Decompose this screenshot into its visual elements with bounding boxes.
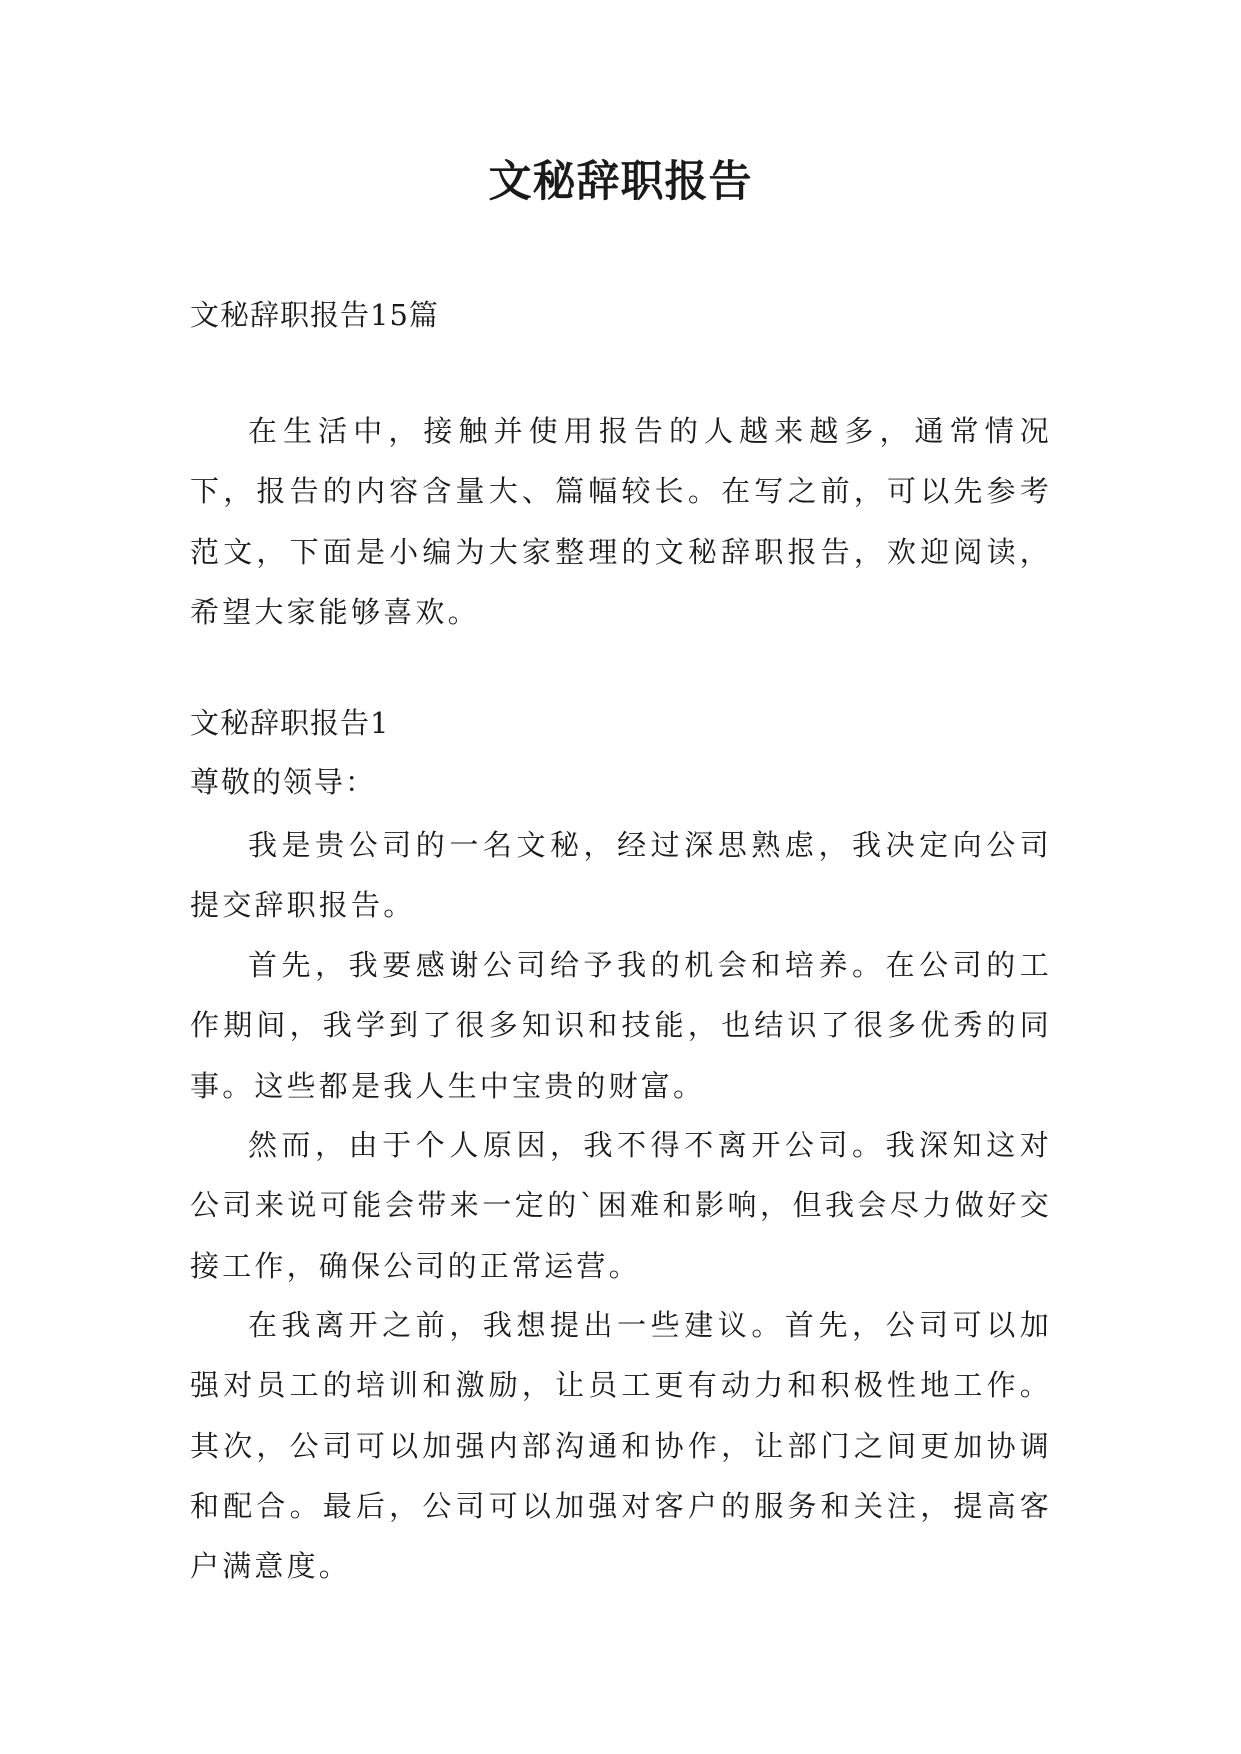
body-paragraph: 在我离开之前，我想提出一些建议。首先，公司可以加强对员工的培训和激励，让员工更有动力和积极性地工作。其次，公司可以加强内部沟通和协作，让部门之间更加协调和配合。最后，公司可以加强对客户的服务和关注，提高客户满意度。 — [190, 1308, 1052, 1584]
salutation: 尊敬的领导： — [190, 765, 377, 799]
section-heading: 文秘辞职报告1 — [190, 706, 390, 740]
document-subtitle: 文秘辞职报告15篇 — [190, 298, 439, 332]
body-paragraph: 我是贵公司的一名文秘，经过深思熟虑，我决定向公司提交辞职报告。 — [190, 828, 1052, 923]
body-paragraph: 然而，由于个人原因，我不得不离开公司。我深知这对公司来说可能会带来一定的`困难和影响，但我会尽力做好交接工作，确保公司的正常运营。 — [190, 1128, 1052, 1283]
body-paragraph: 首先，我要感谢公司给予我的机会和培养。在公司的工作期间，我学到了很多知识和技能，也结识了很多优秀的同事。这些都是我人生中宝贵的财富。 — [190, 948, 1052, 1103]
intro-paragraph: 在生活中，接触并使用报告的人越来越多，通常情况下，报告的内容含量大、篇幅较长。在写之前，可以先参考范文，下面是小编为大家整理的文秘辞职报告，欢迎阅读，希望大家能够喜欢。 — [190, 414, 1052, 629]
document-title: 文秘辞职报告 — [488, 157, 753, 207]
